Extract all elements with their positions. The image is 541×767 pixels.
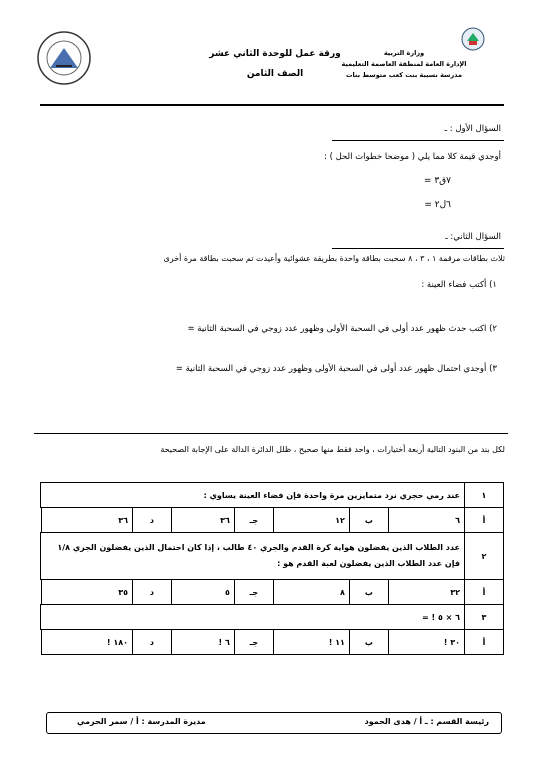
mcq-options-row	[41, 630, 504, 655]
q1-item-1: ٧ق٣ =	[423, 176, 451, 186]
option-b-label: ب	[349, 630, 388, 655]
option-a[interactable]: ٣٢	[388, 580, 464, 605]
option-d-label: د	[132, 580, 171, 605]
option-a[interactable]: ٦	[388, 508, 464, 533]
header-divider	[40, 104, 504, 106]
q2-part-1: ١) أكتب فضاء العينة :	[421, 280, 497, 290]
option-c[interactable]: ٥	[171, 580, 234, 605]
q1-item-2: ٦ل٢ =	[424, 200, 451, 210]
option-d-label: د	[132, 630, 171, 655]
q2-part-3: ٣) أوجدي احتمال ظهور عدد أولى في السحبة الأولى وظهور عدد زوجي في السحبة الثانية =	[175, 364, 497, 374]
option-b[interactable]: ١١ !	[273, 630, 349, 655]
option-d-label: د	[132, 508, 171, 533]
option-b[interactable]: ٨	[273, 580, 349, 605]
option-b-label: ب	[349, 580, 388, 605]
school-principal: مديرة المدرسة : أ / سمر الحرمي	[77, 717, 206, 726]
option-d[interactable]: ٣٥	[41, 580, 132, 605]
mcq-question-row	[41, 533, 504, 580]
option-c[interactable]: ٣٦	[171, 508, 234, 533]
q1-rule	[332, 140, 504, 141]
option-c-label: جـ	[234, 508, 273, 533]
q1-instruction: أوجدي قيمة كلا مما يلي ( موضحا خطوات الحل ) :	[324, 152, 501, 162]
worksheet-title-block	[200, 44, 350, 84]
option-c[interactable]: ٦ !	[171, 630, 234, 655]
school-logo-icon	[34, 30, 94, 86]
school-name: مدرسة نسيبة بنت كعب متوسط بنات	[346, 71, 462, 79]
mcq-number: ٢	[465, 533, 504, 580]
option-a-label: أ	[465, 630, 504, 655]
option-a-label: أ	[465, 580, 504, 605]
q2-part-2: ٢) اكتب حدث ظهور عدد أولى في السحبة الأولى وظهور عدد زوجي في السحبة الثانية =	[187, 324, 497, 334]
option-b-label: ب	[349, 508, 388, 533]
mcq-question-row	[41, 605, 504, 630]
mcq-question-row	[41, 483, 504, 508]
q2-intro: ثلاث بطاقات مرقمة ١ ، ٣ ، ٨ سحبت بطاقة واحدة بطريقة عشوائية وأعيدت تم سحبت بطاقة مرة أخرى	[163, 254, 505, 263]
option-c-label: جـ	[234, 580, 273, 605]
option-a-label: أ	[465, 508, 504, 533]
mcq-question-text: عند رمي حجري نرد متمايزين مرة واحدة فإن فضاء العينة يساوي :	[41, 483, 465, 508]
section-divider	[34, 433, 508, 434]
q2-heading: السؤال الثاني: ـ	[445, 232, 501, 242]
option-d[interactable]: ٣٦	[41, 508, 132, 533]
mcq-options-row	[41, 580, 504, 605]
mcq-instruction: لكل بند من البنود التالية أربعة أختيارات ، واحد فقط منها صحيح ، ظلل الدائرة الدالة على الإجابة الصحيحة	[160, 445, 505, 454]
mcq-number: ١	[465, 483, 504, 508]
mcq-table	[40, 482, 504, 655]
signature-footer	[46, 712, 502, 734]
option-c-label: جـ	[234, 630, 273, 655]
department-head: رئيسة القسم : ـ أ / هدى الحمود	[364, 717, 489, 726]
option-b[interactable]: ١٢	[273, 508, 349, 533]
q2-rule	[332, 248, 504, 249]
ministry-name: وزارة التربية	[383, 49, 425, 57]
option-d[interactable]: ١٨٠ !	[41, 630, 132, 655]
grade-label: الصف الثامن	[246, 69, 304, 79]
mcq-question-text: ٦ × ٥ ! =	[41, 605, 465, 630]
worksheet-title: ورقة عمل للوحدة الثاني عشر	[209, 49, 341, 59]
option-a[interactable]: ٣٠ !	[388, 630, 464, 655]
q1-heading: السؤال الأول : ـ	[444, 124, 501, 134]
directorate-name: الإدارة العامة لمنطقة العاصمة التعليمية	[341, 60, 467, 68]
mcq-number: ٣	[465, 605, 504, 630]
mcq-options-row	[41, 508, 504, 533]
mcq-question-text: عدد الطلاب الذين يفضلون هواية كرة القدم والجري ٤٠ طالب ، إذا كان احتمال الذين يفضلون الجري ١/٨ فإن عدد الطلاب الذين يفضلون لعبة القدم هو :	[41, 533, 465, 580]
